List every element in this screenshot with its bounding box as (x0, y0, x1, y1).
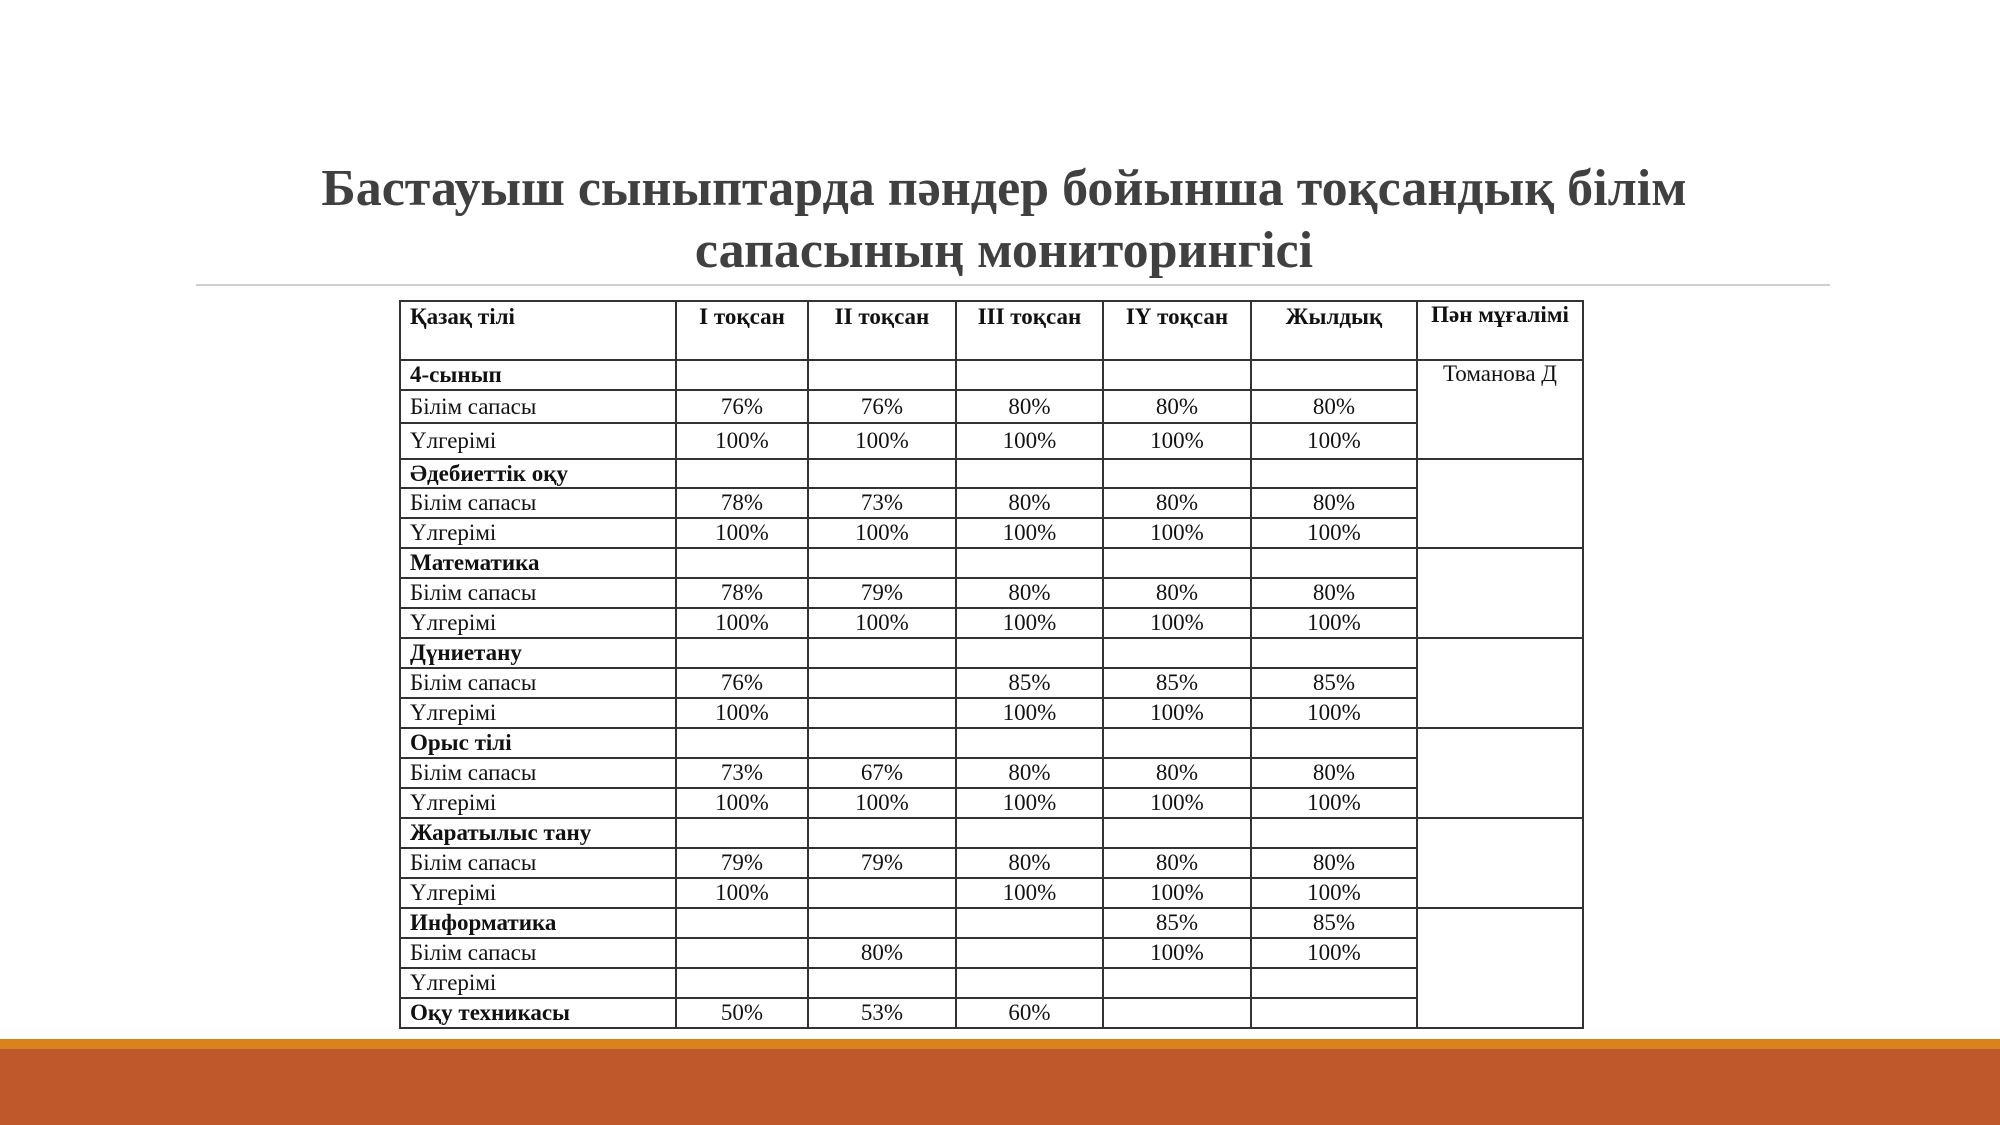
teacher-cell (1417, 548, 1583, 638)
metric-label: Үлгерімі (400, 608, 676, 638)
value-cell: 100% (1251, 698, 1417, 728)
value-cell: 100% (1103, 878, 1251, 908)
monitoring-table (399, 300, 1584, 1029)
value-cell: 100% (808, 518, 956, 548)
metric-label: Білім сапасы (400, 668, 676, 698)
metric-label: Білім сапасы (400, 938, 676, 968)
value-cell: 100% (1251, 788, 1417, 818)
value-cell (956, 548, 1103, 578)
value-cell (808, 668, 956, 698)
value-cell (1103, 998, 1251, 1028)
value-cell: 76% (676, 390, 808, 423)
value-cell (1103, 548, 1251, 578)
teacher-cell (1417, 818, 1583, 908)
value-cell: 85% (956, 668, 1103, 698)
value-cell: 100% (956, 608, 1103, 638)
value-cell (1251, 638, 1417, 668)
table-body (400, 360, 1583, 1028)
value-cell: 80% (956, 488, 1103, 518)
header-quarter-3: ІІІ тоқсан (956, 301, 1103, 360)
value-cell: 100% (956, 788, 1103, 818)
value-cell: 73% (808, 488, 956, 518)
value-cell (1103, 360, 1251, 390)
value-cell: 80% (1251, 848, 1417, 878)
table-row (400, 698, 1583, 728)
value-cell: 100% (1251, 878, 1417, 908)
value-cell: 79% (676, 848, 808, 878)
metric-label: Білім сапасы (400, 848, 676, 878)
table-row (400, 488, 1583, 518)
footer-accent-bar (0, 1049, 2000, 1125)
value-cell: 100% (956, 518, 1103, 548)
value-cell: 80% (1103, 758, 1251, 788)
value-cell: 100% (1103, 788, 1251, 818)
value-cell: 76% (808, 390, 956, 423)
value-cell: 67% (808, 758, 956, 788)
value-cell: 53% (808, 998, 956, 1028)
monitoring-table-container (399, 300, 1584, 1029)
value-cell (1251, 968, 1417, 998)
header-teacher: Пән мұғалімі (1417, 301, 1583, 360)
metric-label: Білім сапасы (400, 390, 676, 423)
value-cell: 100% (808, 788, 956, 818)
value-cell: 50% (676, 998, 808, 1028)
table-row (400, 758, 1583, 788)
metric-label: Үлгерімі (400, 788, 676, 818)
subject-label: 4-сынып (400, 360, 676, 390)
value-cell (676, 548, 808, 578)
value-cell (956, 908, 1103, 938)
value-cell: 100% (1103, 938, 1251, 968)
table-row (400, 608, 1583, 638)
value-cell (956, 968, 1103, 998)
value-cell: 100% (808, 423, 956, 459)
header-subject: Қазақ тілі (400, 301, 676, 360)
teacher-cell: Томанова Д (1417, 360, 1583, 459)
value-cell (1103, 638, 1251, 668)
metric-label: Үлгерімі (400, 698, 676, 728)
value-cell (1103, 968, 1251, 998)
value-cell (1251, 360, 1417, 390)
metric-label: Білім сапасы (400, 758, 676, 788)
header-annual: Жылдық (1251, 301, 1417, 360)
table-row (400, 818, 1583, 848)
table-row (400, 548, 1583, 578)
value-cell (676, 908, 808, 938)
table-row (400, 518, 1583, 548)
value-cell: 100% (676, 518, 808, 548)
subject-label: Информатика (400, 908, 676, 938)
value-cell: 80% (1103, 488, 1251, 518)
value-cell: 80% (1251, 390, 1417, 423)
value-cell (808, 818, 956, 848)
value-cell (676, 459, 808, 488)
value-cell (808, 459, 956, 488)
value-cell: 80% (1103, 390, 1251, 423)
value-cell (1251, 459, 1417, 488)
value-cell (956, 818, 1103, 848)
table-row (400, 938, 1583, 968)
value-cell (1251, 728, 1417, 758)
subject-label: Орыс тілі (400, 728, 676, 758)
metric-label: Үлгерімі (400, 878, 676, 908)
slide-title-line-2: сапасының мониторингісі (694, 222, 1314, 279)
value-cell (956, 938, 1103, 968)
value-cell: 100% (676, 788, 808, 818)
value-cell: 80% (808, 938, 956, 968)
subject-label: Жаратылыс тану (400, 818, 676, 848)
subject-label: Оқу техникасы (400, 998, 676, 1028)
value-cell (676, 360, 808, 390)
metric-label: Үлгерімі (400, 423, 676, 459)
table-row (400, 878, 1583, 908)
value-cell (1251, 548, 1417, 578)
value-cell (956, 728, 1103, 758)
table-header-row (400, 301, 1583, 360)
value-cell (1251, 818, 1417, 848)
value-cell: 79% (808, 578, 956, 608)
table-row (400, 638, 1583, 668)
header-quarter-4: ІҮ тоқсан (1103, 301, 1251, 360)
metric-label: Үлгерімі (400, 968, 676, 998)
value-cell: 100% (676, 878, 808, 908)
subject-label: Әдебиеттік оқу (400, 459, 676, 488)
value-cell: 80% (1251, 578, 1417, 608)
subject-label: Дүниетану (400, 638, 676, 668)
value-cell (676, 968, 808, 998)
value-cell (808, 728, 956, 758)
value-cell: 79% (808, 848, 956, 878)
table-row (400, 848, 1583, 878)
slide-title-line-1: Бастауыш сыныптарда пәндер бойынша тоқсандық білім (321, 160, 1687, 217)
metric-label: Үлгерімі (400, 518, 676, 548)
value-cell: 80% (1251, 758, 1417, 788)
value-cell: 100% (1251, 518, 1417, 548)
teacher-cell (1417, 459, 1583, 548)
value-cell: 80% (956, 848, 1103, 878)
teacher-cell (1417, 908, 1583, 1028)
value-cell: 78% (676, 488, 808, 518)
value-cell (808, 698, 956, 728)
value-cell: 100% (956, 878, 1103, 908)
value-cell (808, 548, 956, 578)
value-cell: 100% (676, 608, 808, 638)
value-cell: 100% (1251, 938, 1417, 968)
value-cell: 100% (808, 608, 956, 638)
value-cell (808, 878, 956, 908)
value-cell: 80% (1103, 848, 1251, 878)
table-row (400, 668, 1583, 698)
value-cell (1251, 998, 1417, 1028)
value-cell: 60% (956, 998, 1103, 1028)
table-row (400, 998, 1583, 1028)
value-cell: 100% (1103, 518, 1251, 548)
value-cell (676, 938, 808, 968)
value-cell: 100% (956, 698, 1103, 728)
value-cell (956, 459, 1103, 488)
footer-accent-line (0, 1039, 2000, 1049)
value-cell: 76% (676, 668, 808, 698)
value-cell: 78% (676, 578, 808, 608)
slide-title (196, 158, 1812, 282)
value-cell: 100% (676, 423, 808, 459)
metric-label: Білім сапасы (400, 578, 676, 608)
subject-label: Математика (400, 548, 676, 578)
value-cell: 100% (1103, 423, 1251, 459)
value-cell (956, 360, 1103, 390)
value-cell (1103, 459, 1251, 488)
value-cell (676, 638, 808, 668)
table-row (400, 360, 1583, 390)
table-row (400, 578, 1583, 608)
value-cell (1103, 818, 1251, 848)
table-row (400, 968, 1583, 998)
header-quarter-2: ІІ тоқсан (808, 301, 956, 360)
value-cell: 85% (1251, 908, 1417, 938)
value-cell: 85% (1103, 908, 1251, 938)
value-cell: 80% (956, 758, 1103, 788)
value-cell: 100% (676, 698, 808, 728)
header-quarter-1: І тоқсан (676, 301, 808, 360)
value-cell: 100% (956, 423, 1103, 459)
value-cell: 100% (1251, 423, 1417, 459)
metric-label: Білім сапасы (400, 488, 676, 518)
value-cell: 85% (1251, 668, 1417, 698)
value-cell (676, 728, 808, 758)
value-cell: 100% (1103, 608, 1251, 638)
value-cell: 100% (1251, 608, 1417, 638)
table-row (400, 390, 1583, 423)
value-cell (808, 968, 956, 998)
value-cell (1103, 728, 1251, 758)
teacher-cell (1417, 638, 1583, 728)
title-divider (196, 284, 1830, 286)
teacher-cell (1417, 728, 1583, 818)
value-cell: 80% (1251, 488, 1417, 518)
value-cell: 100% (1103, 698, 1251, 728)
value-cell: 80% (956, 578, 1103, 608)
value-cell (808, 908, 956, 938)
value-cell: 73% (676, 758, 808, 788)
value-cell (808, 638, 956, 668)
table-row (400, 459, 1583, 488)
value-cell (676, 818, 808, 848)
value-cell (956, 638, 1103, 668)
value-cell (808, 360, 956, 390)
value-cell: 80% (1103, 578, 1251, 608)
table-row (400, 908, 1583, 938)
table-row (400, 788, 1583, 818)
table-row (400, 423, 1583, 459)
value-cell: 80% (956, 390, 1103, 423)
table-row (400, 728, 1583, 758)
value-cell: 85% (1103, 668, 1251, 698)
